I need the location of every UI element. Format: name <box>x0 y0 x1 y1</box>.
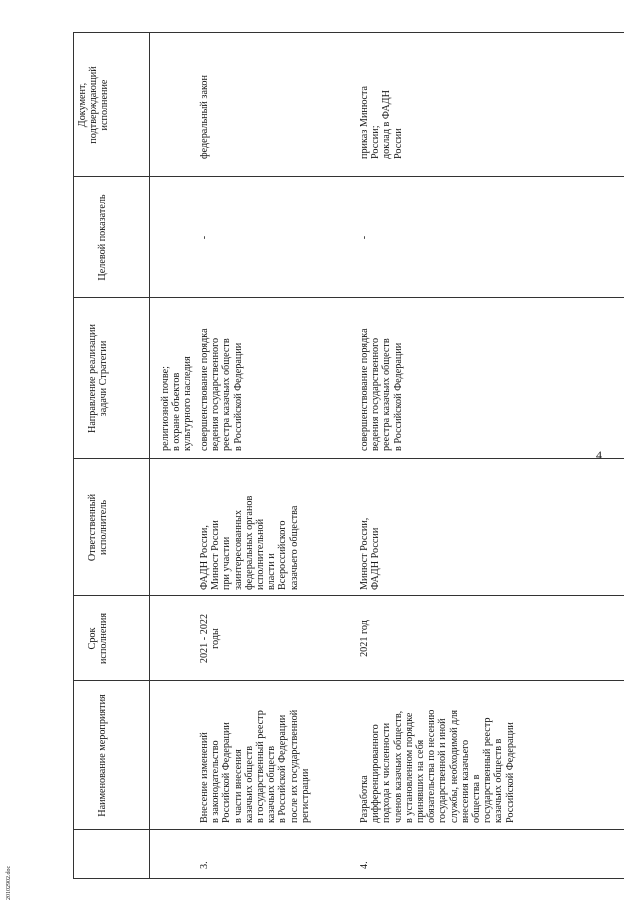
footer-code <box>6 865 36 900</box>
table-border <box>73 32 74 879</box>
header-responsible: Ответственный исполнитель <box>87 493 110 562</box>
row-indicator: - <box>199 235 210 240</box>
header-indicator: Целевой показатель <box>97 194 108 281</box>
continuation-direction: религиозной почве; в охране объектов культурного наследия <box>160 356 194 451</box>
table-border <box>73 32 624 33</box>
row-direction: совершенствование порядка ведения государственного реестра казачьих обществ в Российской Федерации <box>199 328 244 451</box>
table-border <box>73 829 624 830</box>
row-number: 4. <box>359 861 370 869</box>
row-name: Внесение изменений в законодательство Российской Федерации в части внесения казачьих обществ в государственный реестр казачьих обществ в Российской Федерации после их государственной регистрации <box>199 709 311 823</box>
table-border <box>73 176 624 177</box>
measures-table <box>73 32 624 879</box>
table-border <box>149 32 150 879</box>
row-document: федеральный закон <box>199 75 210 159</box>
row-document: приказ Минюста России; доклад в ФАДН России <box>359 85 404 159</box>
table-wrapper <box>73 32 624 879</box>
table-border <box>73 878 624 879</box>
row-name: Разработка дифференцированного подхода к численности членов казачьих обществ, в установленном порядке принявших на себя обязательства по несению государственной и иной службы, необходимой для внесения казачьего общества в государственный реестр казачьих обществ в Российской Федерации <box>359 709 516 823</box>
table-border <box>73 595 624 596</box>
table-border <box>73 297 624 298</box>
row-direction: совершенствование порядка ведения государственного реестра казачьих обществ в Российской Федерации <box>359 328 404 451</box>
row-term: 2021 - 2022 годы <box>199 613 222 664</box>
header-direction: Направление реализации задачи Стратегии <box>87 324 110 433</box>
header-term: Срок исполнения <box>87 612 110 665</box>
row-number: 3. <box>199 861 210 869</box>
page-number: 4 <box>596 448 602 462</box>
header-name: Наименование мероприятия <box>97 694 108 817</box>
footer-code-text: 20102902.doc <box>6 865 12 900</box>
header-document: Документ, подтверждающий исполнение <box>77 66 111 144</box>
row-term: 2021 год <box>359 620 370 657</box>
row-responsible: ФАДН России, Минюст России при участии заинтересованных федеральных органов исполнительной власти и Всероссийского казачьего общества <box>199 495 300 590</box>
table-border <box>73 458 624 459</box>
row-responsible: Минюст России, ФАДН России <box>359 517 382 590</box>
row-indicator: - <box>359 235 370 240</box>
table-border <box>73 680 624 681</box>
